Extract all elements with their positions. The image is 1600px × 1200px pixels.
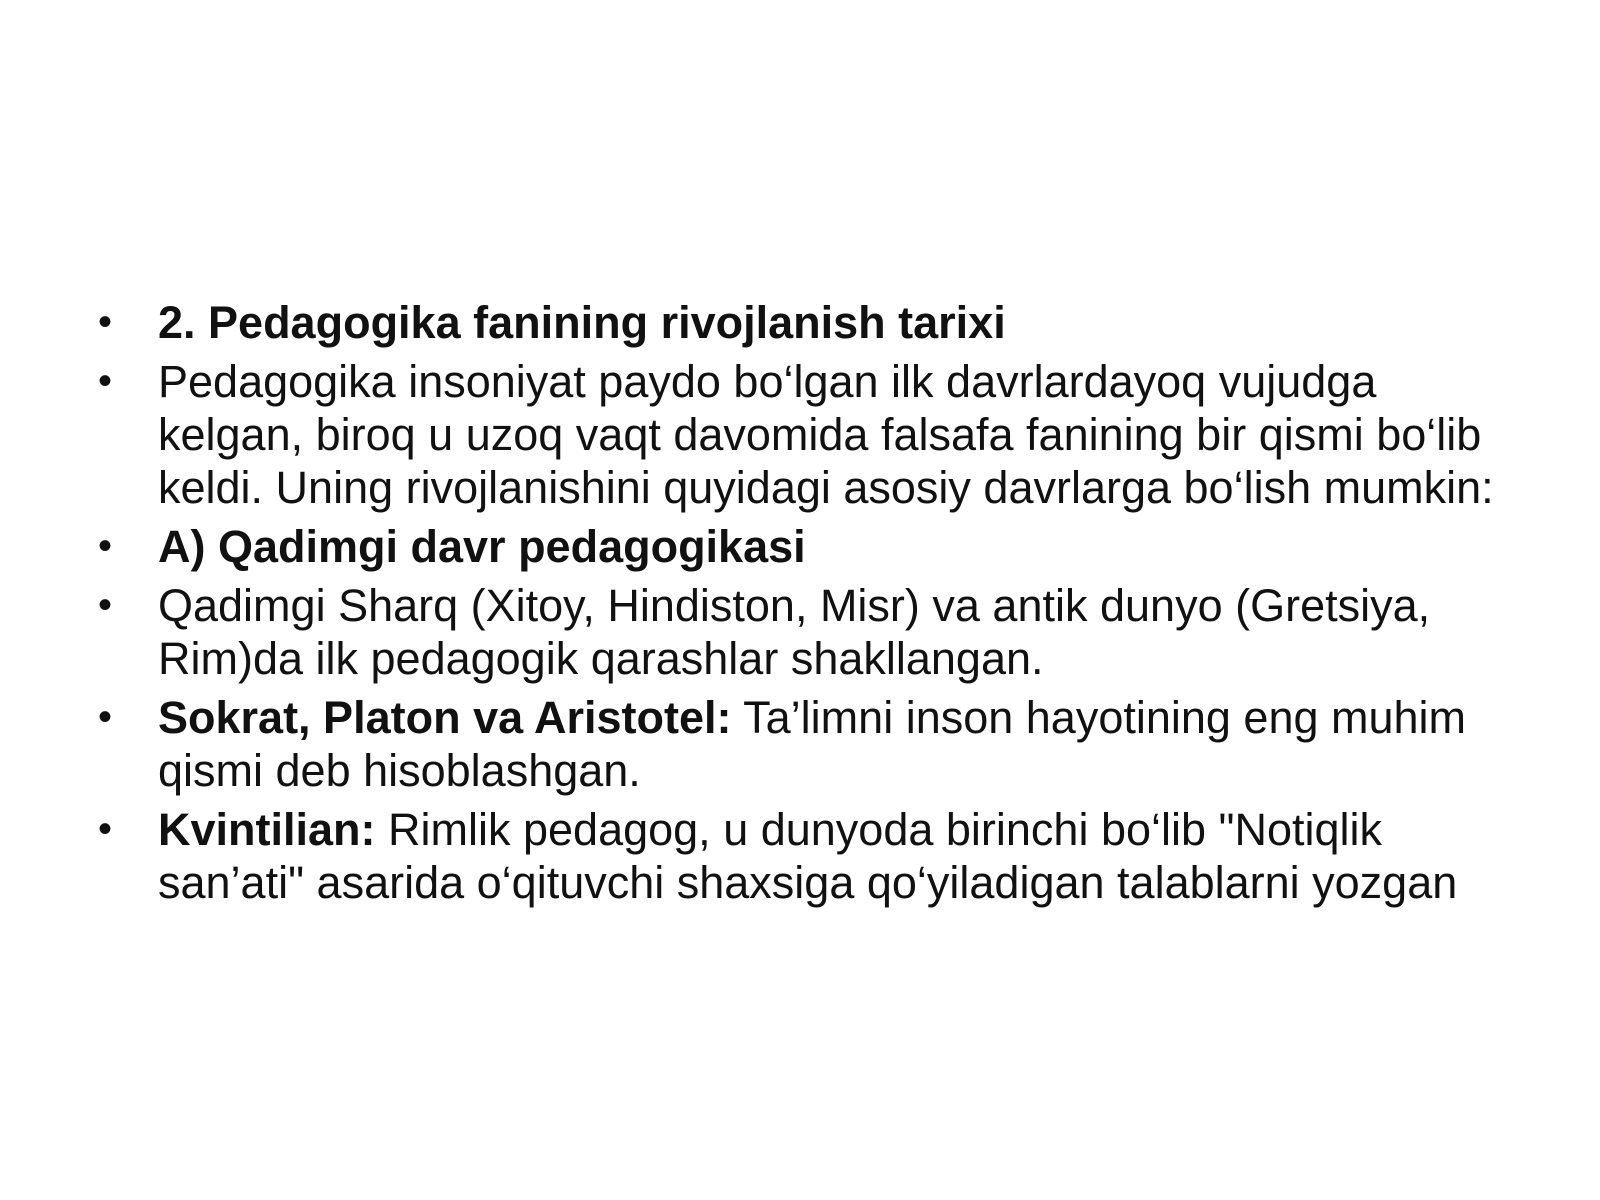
bullet-dot-icon: • bbox=[98, 807, 113, 851]
bullet-text: Qadimgi Sharq (Xitoy, Hindiston, Misr) va antik dunyo (Gretsiya, Rim)da ilk pedagogik qarashlar shakllangan. bbox=[158, 580, 1431, 684]
bullet-bold-text: 2. Pedagogika fanining rivojlanish tarixi bbox=[158, 297, 1006, 348]
bullet-bold-text: Kvintilian: bbox=[158, 804, 376, 855]
bullet-dot-icon: • bbox=[98, 524, 113, 568]
bullet-text: Rimlik pedagog, u dunyoda birinchi bo‘lib "Notiqlik san’ati" asarida o‘qituvchi shaxsiga qo‘yiladigan talablarni yozgan bbox=[158, 804, 1458, 908]
bullet-dot-icon: • bbox=[98, 359, 113, 403]
bullet-ancient-east bbox=[96, 579, 1526, 685]
bullet-text: Ta’limni inson hayotining eng muhim qismi deb hisoblashgan. bbox=[158, 692, 1467, 796]
bullet-heading-ancient bbox=[96, 520, 1526, 573]
bullet-text: Pedagogika insoniyat paydo bo‘lgan ilk davrlardayoq vujudga kelgan, biroq u uzoq vaqt davomida falsafa fanining bir qismi bo‘lib keldi. Uning rivojlanishini quyidagi asosiy davrlarga bo‘lish mumkin: bbox=[158, 356, 1494, 513]
bullet-dot-icon: • bbox=[98, 300, 113, 344]
slide-content bbox=[96, 296, 1526, 915]
bullet-bold-text: A) Qadimgi davr pedagogikasi bbox=[158, 521, 806, 572]
bullet-socrates-plato-aristotle bbox=[96, 691, 1526, 797]
bullet-list bbox=[96, 296, 1526, 909]
bullet-dot-icon: • bbox=[98, 695, 113, 739]
bullet-bold-text: Sokrat, Platon va Aristotel: bbox=[158, 692, 732, 743]
bullet-intro-paragraph bbox=[96, 355, 1526, 514]
bullet-heading-history bbox=[96, 296, 1526, 349]
bullet-dot-icon: • bbox=[98, 583, 113, 627]
bullet-quintilian bbox=[96, 803, 1526, 909]
